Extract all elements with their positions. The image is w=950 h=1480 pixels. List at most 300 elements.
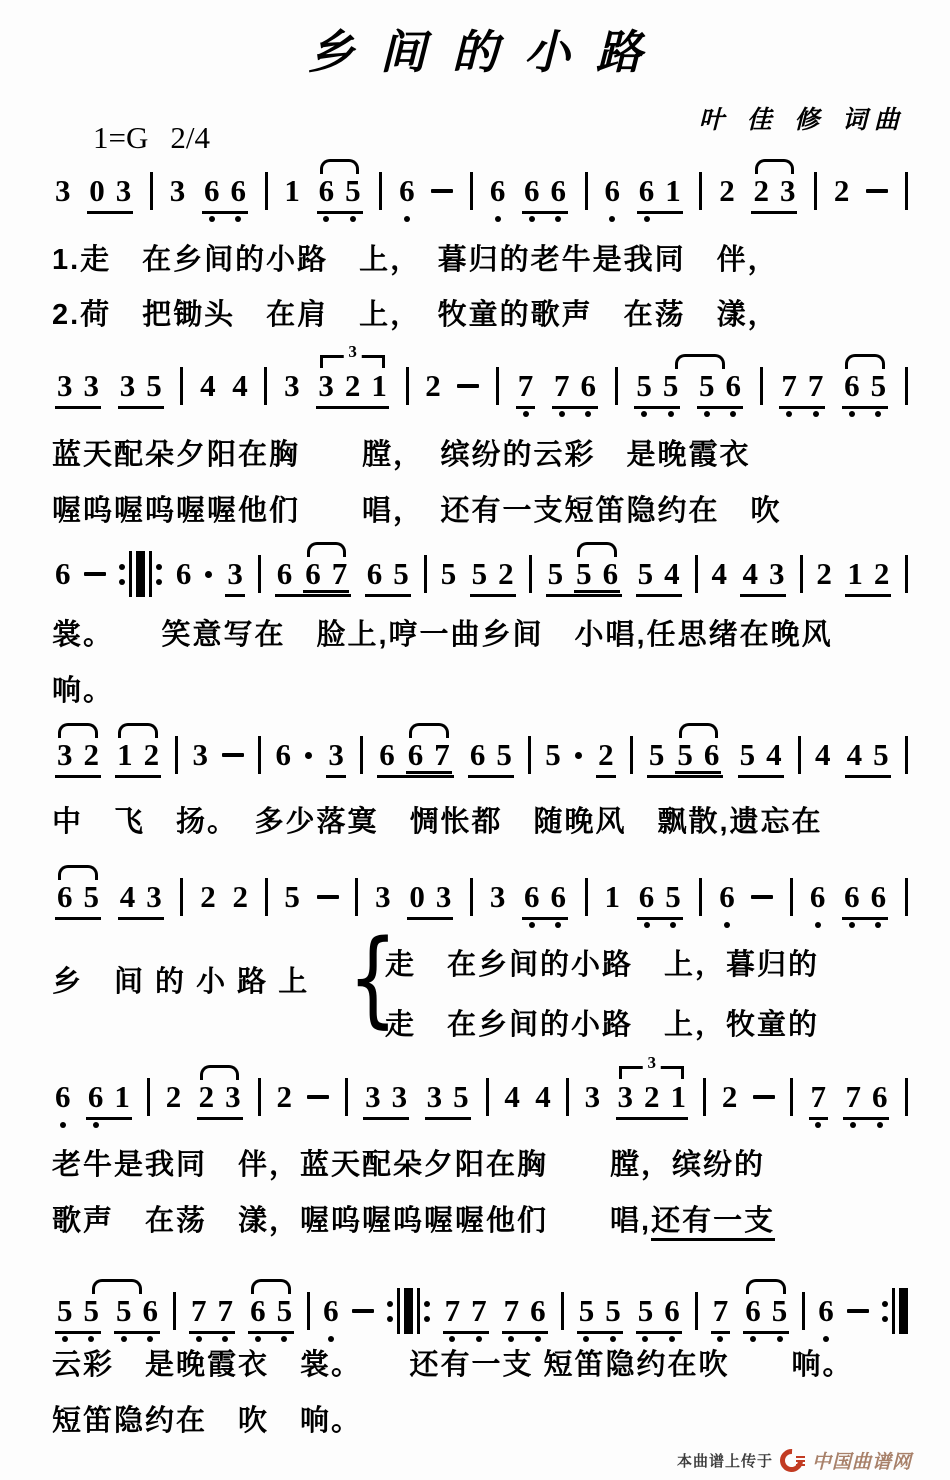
music-note: 5 — [545, 737, 561, 772]
octave-dot — [724, 922, 730, 928]
note-group — [86, 1081, 132, 1113]
barline — [695, 555, 698, 593]
augmentation-dot — [575, 752, 582, 759]
note-group — [225, 558, 245, 590]
music-note: 7 — [331, 556, 348, 591]
music-note: 6 — [250, 1295, 266, 1327]
music-note: 3 — [375, 879, 391, 914]
beam — [114, 1295, 160, 1334]
music-note: 4 — [119, 879, 136, 914]
barline — [802, 1292, 805, 1330]
beam — [637, 175, 683, 214]
beam — [316, 370, 389, 409]
lyrics-line3-row1: 裳。 笑意写在 脸上,哼一曲乡间 小唱,任思绪在晚风 — [52, 619, 833, 651]
music-note: 7 — [781, 370, 797, 402]
beam — [317, 175, 363, 214]
beam — [843, 1081, 889, 1120]
beam — [516, 370, 536, 409]
lyrics-line3-row2: 响。 — [52, 675, 115, 707]
music-note: 2 — [719, 173, 735, 208]
octave-dot — [875, 411, 881, 417]
music-line-6 — [55, 1053, 908, 1116]
beam — [55, 370, 101, 409]
barline — [264, 367, 267, 405]
octave-dot — [350, 216, 356, 222]
music-note: 5 — [547, 556, 564, 591]
note-group — [406, 739, 452, 771]
octave-dot — [62, 1336, 68, 1342]
lyrics-line7-row1: 云彩 是晚霞衣 裳。 还有一支 短笛隐约在吹 响。 — [52, 1349, 854, 1381]
music-note: 4 — [711, 556, 727, 591]
music-note: 1 — [117, 737, 133, 772]
music-note: 6 — [719, 881, 735, 913]
music-note: 0 — [89, 173, 105, 208]
note-group — [843, 1081, 889, 1113]
note-group — [636, 558, 682, 590]
barline — [760, 367, 763, 405]
beam — [326, 739, 346, 778]
music-note: 6 — [872, 1081, 888, 1113]
music-note: 5 — [871, 370, 887, 402]
note-group — [363, 1081, 409, 1113]
note-group — [377, 739, 454, 771]
octave-dot — [813, 411, 819, 417]
barline — [905, 367, 908, 405]
beam — [711, 1295, 731, 1334]
music-note: 5 — [146, 368, 162, 403]
octave-dot — [559, 411, 565, 417]
music-note: 5 — [496, 737, 512, 772]
octave-dot — [717, 1336, 723, 1342]
barline — [566, 1078, 569, 1116]
dash-note — [866, 189, 888, 193]
barline — [699, 172, 702, 210]
beam — [842, 370, 888, 409]
lyrics-line5-alt1: 走 在乡间的小路 上，暮归的 — [385, 949, 820, 981]
barline — [258, 1078, 261, 1116]
music-note: 3 — [119, 368, 136, 403]
barline — [790, 1078, 793, 1116]
music-note: 6 — [399, 175, 415, 207]
note-group — [637, 175, 683, 207]
note-group — [596, 739, 616, 771]
music-note: 3 — [146, 879, 162, 914]
beam — [468, 739, 514, 778]
octave-dot — [535, 1336, 541, 1342]
beam — [55, 881, 101, 920]
note-group — [197, 1081, 243, 1113]
slur-arc — [746, 1279, 786, 1294]
octave-dot — [669, 1336, 675, 1342]
note-group — [697, 370, 743, 402]
music-line-1 — [55, 172, 908, 210]
note-group — [115, 739, 161, 771]
octave-dot — [668, 411, 674, 417]
beam — [577, 1295, 623, 1334]
music-note: 1 — [604, 879, 621, 914]
octave-dot — [641, 411, 647, 417]
music-note: 3 — [365, 1079, 381, 1114]
lyrics-line5-alt2: 走 在乡间的小路 上，牧童的 — [385, 1009, 820, 1041]
beam — [365, 558, 411, 597]
note-group — [317, 175, 363, 207]
dash-note — [317, 895, 339, 899]
barline — [147, 1078, 150, 1116]
barline — [905, 555, 908, 593]
note-group — [189, 1295, 235, 1327]
music-note: 6 — [639, 175, 655, 207]
note-group — [502, 1295, 548, 1327]
barline — [790, 878, 793, 916]
beam — [425, 1081, 471, 1120]
slur-arc — [307, 542, 347, 557]
octave-dot — [121, 1336, 127, 1342]
music-note: 3 — [57, 737, 73, 772]
octave-dot — [328, 1336, 334, 1342]
octave-dot — [255, 1336, 261, 1342]
slur-arc — [58, 723, 98, 738]
music-note: 5 — [453, 1079, 469, 1114]
music-note: 6 — [204, 175, 220, 207]
music-note: 5 — [699, 370, 715, 402]
beam — [552, 370, 598, 409]
music-note: 3 — [115, 173, 132, 208]
note-group — [55, 739, 101, 771]
music-note: 4 — [766, 737, 782, 772]
music-note: 3 — [779, 173, 796, 208]
beam — [546, 558, 623, 597]
slur-arc — [577, 542, 617, 557]
lyrics-line6-verse2-underlined: 还有一支 — [651, 1205, 775, 1241]
barline — [265, 878, 268, 916]
music-note: 2 — [232, 879, 248, 914]
music-note: 6 — [602, 556, 619, 591]
dash-note — [431, 189, 453, 193]
octave-dot — [849, 922, 855, 928]
music-note: 5 — [637, 556, 654, 591]
note-group — [845, 558, 891, 590]
music-note: 1 — [847, 556, 863, 591]
music-note: 6 — [580, 370, 596, 402]
music-note: 4 — [742, 556, 758, 591]
slur-arc — [251, 1279, 291, 1294]
music-note: 5 — [471, 556, 488, 591]
music-note: 6 — [276, 556, 293, 591]
beam — [406, 739, 452, 774]
octave-dot — [529, 922, 535, 928]
slur-arc — [320, 159, 360, 174]
octave-dot — [209, 216, 215, 222]
note-group — [425, 1081, 471, 1113]
beam — [637, 881, 683, 920]
lyrics-line4: 中 飞 扬。 多少落寞 惆怅都 随晚风 飘散,遗忘在 — [52, 806, 823, 838]
music-note: 4 — [846, 737, 863, 772]
barline — [258, 555, 261, 593]
barline — [150, 172, 153, 210]
lyrics-line1-verse1: 1.走 在乡间的小路 上， 暮归的老牛是我同 伴， — [52, 244, 779, 276]
upload-credit-text: 本曲谱上传于 — [676, 1453, 773, 1470]
beam — [407, 881, 453, 920]
octave-dot — [610, 1336, 616, 1342]
octave-dot — [529, 216, 535, 222]
octave-dot — [750, 1336, 756, 1342]
octave-dot — [777, 1336, 783, 1342]
beam — [118, 370, 164, 409]
barline — [529, 555, 532, 593]
music-note: 5 — [83, 879, 99, 914]
music-note: 6 — [810, 881, 826, 913]
note-group — [55, 881, 101, 913]
barline — [307, 1292, 310, 1330]
augmentation-dot — [205, 571, 212, 578]
octave-dot — [823, 1336, 829, 1342]
dash-note — [307, 1095, 329, 1099]
music-note: 6 — [639, 881, 655, 913]
beam — [647, 739, 724, 778]
note-group — [738, 739, 784, 771]
note-group — [443, 1295, 489, 1327]
music-note: 6 — [319, 175, 335, 207]
music-note: 3 — [426, 1079, 443, 1114]
note-group — [634, 370, 680, 402]
note-group — [516, 370, 536, 402]
music-note: 5 — [636, 370, 652, 402]
lyrics-line6-verse2-text: 歌声 在荡 漾，喔呜喔呜喔喔他们 唱, — [52, 1205, 652, 1237]
music-note: 7 — [518, 370, 534, 402]
music-note: 6 — [844, 370, 860, 402]
key-signature: 1=G — [93, 120, 149, 155]
music-note: 3 — [584, 1079, 601, 1114]
music-note: 5 — [277, 1295, 293, 1327]
octave-dot — [93, 1122, 99, 1128]
octave-dot — [222, 1336, 228, 1342]
barline — [905, 1078, 908, 1116]
beam — [248, 1295, 294, 1334]
site-name: 中国曲谱网 — [811, 1452, 912, 1473]
note-group — [637, 881, 683, 913]
note-group — [574, 558, 620, 590]
repeat-sign-both — [119, 551, 162, 597]
octave-dot — [476, 1336, 482, 1342]
beam — [636, 1295, 682, 1334]
note-group — [275, 558, 352, 590]
music-note: 5 — [739, 737, 756, 772]
time-signature: 2/4 — [170, 120, 210, 155]
dash-note — [222, 753, 244, 757]
music-note: 6 — [305, 556, 321, 591]
music-note: 3 — [192, 737, 209, 772]
beam — [502, 1295, 548, 1334]
music-note: 5 — [638, 1295, 654, 1327]
note-group — [711, 1295, 731, 1327]
music-note: 6 — [551, 881, 567, 913]
note-group — [675, 739, 721, 771]
slur-arc — [118, 723, 158, 738]
octave-dot — [730, 411, 736, 417]
beam — [86, 1081, 132, 1120]
barline — [561, 1292, 564, 1330]
music-note: 6 — [366, 556, 383, 591]
augmentation-dot — [305, 752, 312, 759]
barline — [703, 1078, 706, 1116]
music-note: 4 — [504, 1079, 520, 1114]
beam — [636, 558, 682, 597]
octave-dot — [644, 216, 650, 222]
beam — [470, 558, 516, 597]
octave-dot — [147, 1336, 153, 1342]
barline — [585, 878, 588, 916]
music-note: 7 — [713, 1295, 729, 1327]
note-group — [522, 175, 568, 207]
music-line-3 — [55, 551, 908, 597]
lyrics-line7-row2: 短笛隐约在 吹 响。 — [52, 1405, 363, 1437]
music-line-2 — [55, 342, 908, 405]
music-note: 6 — [844, 881, 860, 913]
note-group — [842, 370, 888, 402]
note-group — [316, 342, 389, 403]
lyrics-line2-verse2: 喔呜喔呜喔喔他们 唱， 还有一支短笛隐约在 吹 — [52, 495, 782, 527]
music-note: 5 — [116, 1295, 132, 1327]
octave-dot — [786, 411, 792, 417]
music-note: 7 — [845, 1081, 861, 1113]
music-note: 5 — [663, 370, 679, 402]
beam — [275, 558, 352, 597]
slur-arc — [92, 1279, 142, 1294]
beam — [189, 1295, 235, 1334]
lyrics-line2-verse1: 蓝天配朵夕阳在胸 膛， 缤纷的云彩 是晚霞衣 — [52, 439, 751, 471]
music-note: 2 — [833, 173, 850, 208]
note-group — [845, 739, 891, 771]
music-note: 2 — [143, 737, 160, 772]
note-group — [55, 1295, 101, 1327]
music-line-7 — [55, 1288, 908, 1334]
beam — [522, 881, 568, 920]
music-note: 6 — [871, 881, 887, 913]
music-note: 5 — [84, 1295, 100, 1327]
octave-dot — [644, 922, 650, 928]
music-note: 6 — [323, 1295, 339, 1327]
music-note: 6 — [703, 737, 720, 772]
octave-dot — [555, 922, 561, 928]
dash-note — [753, 1095, 775, 1099]
lyrics-alternatives-brace: { — [348, 917, 398, 1039]
music-note: 4 — [814, 737, 831, 772]
music-note: 2 — [165, 1079, 182, 1114]
beam — [809, 1081, 829, 1120]
music-note: 6 — [524, 175, 540, 207]
music-note: 0 — [409, 879, 425, 914]
music-note: 7 — [504, 1295, 520, 1327]
dash-note — [352, 1309, 374, 1313]
slur-arc — [679, 723, 719, 738]
barline — [585, 172, 588, 210]
music-note: 5 — [677, 737, 693, 772]
note-group — [842, 881, 888, 913]
music-note: 7 — [191, 1295, 207, 1327]
music-note: 5 — [772, 1295, 788, 1327]
octave-dot — [877, 1122, 883, 1128]
barline — [360, 736, 363, 774]
music-note: 2 — [816, 556, 832, 591]
logo-c-mark — [775, 1444, 807, 1476]
music-note: 6 — [55, 556, 71, 591]
beam — [779, 370, 825, 409]
beam — [377, 739, 454, 778]
note-group — [468, 739, 514, 771]
note-group — [118, 370, 164, 402]
music-note: 2 — [753, 173, 769, 208]
music-note: 6 — [230, 175, 246, 207]
octave-dot — [281, 1336, 287, 1342]
note-group — [87, 175, 133, 207]
lyrics-line5-label: 乡 间 的 小 路 上 — [52, 966, 310, 998]
octave-dot — [88, 1336, 94, 1342]
music-note: 3 — [435, 879, 452, 914]
dash-note — [457, 384, 479, 388]
barline — [355, 878, 358, 916]
music-note: 5 — [345, 175, 361, 207]
slur-arc — [845, 354, 885, 369]
music-note: 3 — [55, 173, 71, 208]
music-note: 6 — [175, 556, 192, 591]
music-note: 6 — [407, 737, 424, 772]
note-group — [552, 370, 598, 402]
music-note: 2 — [83, 737, 99, 772]
music-note: 3 — [328, 737, 344, 772]
note-group — [55, 370, 101, 402]
triplet-number: 3 — [643, 1053, 662, 1073]
music-note: 2 — [344, 368, 361, 403]
music-note: 7 — [811, 1081, 827, 1113]
footer — [677, 1447, 912, 1474]
beam — [845, 739, 891, 778]
octave-dot — [704, 411, 710, 417]
octave-dot — [235, 216, 241, 222]
note-group — [407, 881, 453, 913]
site-logo-icon — [780, 1449, 805, 1472]
octave-dot — [583, 1336, 589, 1342]
music-note: 2 — [721, 1079, 738, 1114]
octave-dot — [323, 216, 329, 222]
music-note: 5 — [665, 881, 681, 913]
octave-dot — [523, 411, 529, 417]
barline — [905, 172, 908, 210]
music-note: 5 — [648, 737, 665, 772]
music-note: 2 — [200, 879, 216, 914]
barline — [424, 555, 427, 593]
barline — [699, 878, 702, 916]
barline — [798, 736, 801, 774]
barline — [180, 878, 183, 916]
octave-dot — [815, 922, 821, 928]
music-line-4 — [55, 736, 908, 774]
music-note: 5 — [57, 1295, 73, 1327]
beam — [443, 1295, 489, 1334]
octave-dot — [508, 1336, 514, 1342]
music-note: 2 — [198, 1079, 215, 1114]
music-note: 5 — [579, 1295, 595, 1327]
octave-dot — [449, 1336, 455, 1342]
barline — [496, 367, 499, 405]
barline — [265, 172, 268, 210]
composer-credit: 叶 佳 修 词曲 — [698, 105, 906, 134]
note-group — [647, 739, 724, 771]
music-note: 7 — [554, 370, 570, 402]
beam — [634, 370, 680, 409]
note-group — [751, 175, 797, 207]
music-note: 7 — [471, 1295, 487, 1327]
music-note: 5 — [605, 1295, 621, 1327]
